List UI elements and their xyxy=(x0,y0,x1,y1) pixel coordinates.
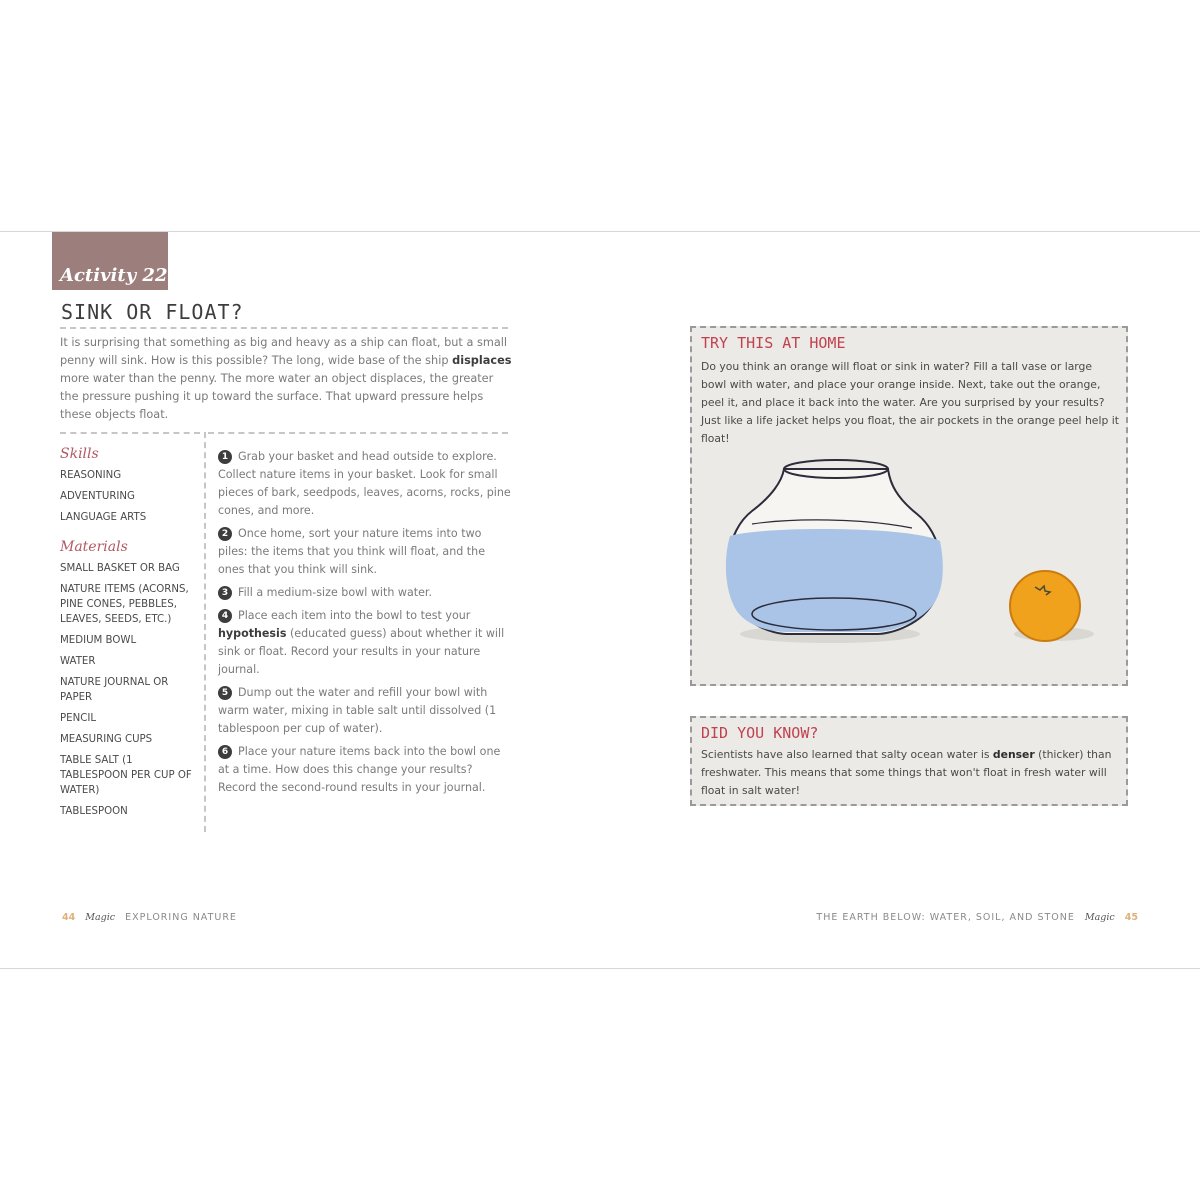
step-text: Place your nature items back into the bowl one at a time. How does this change your results? Record the second-round results in your journal. xyxy=(218,745,501,794)
skill-item: ADVENTURING xyxy=(60,491,135,502)
intro-text-1: It is surprising that something as big and heavy as a ship can float, but a small penny will sink. How is this possible? The long, wide base of the ship xyxy=(60,336,508,367)
step-1 xyxy=(218,448,514,520)
step-6 xyxy=(218,743,514,797)
left-footer-script: Magic xyxy=(85,912,116,923)
bowl-and-orange-illustration xyxy=(712,456,1132,666)
intro-paragraph xyxy=(60,334,514,424)
right-page-number: 45 xyxy=(1124,912,1138,923)
step-text: Grab your basket and head outside to explore. Collect nature items in your basket. Look for small pieces of bark, seedpods, leaves, acorns, rocks, pine cones, and more. xyxy=(218,450,511,517)
step-5 xyxy=(218,684,514,738)
step-number: 1 xyxy=(218,450,232,464)
step-4 xyxy=(218,607,514,679)
step-text: (educated guess) about whether it will sink or float. Record your results in your nature journal. xyxy=(218,627,505,676)
step-text: Once home, sort your nature items into two piles: the items that you think will float, and the ones that you think will sink. xyxy=(218,527,486,576)
left-page-number: 44 xyxy=(62,912,76,923)
material-item: TABLE SALT (1 TABLESPOON PER CUP OF WATER) xyxy=(60,755,192,796)
step-number: 2 xyxy=(218,527,232,541)
try-box-text: Do you think an orange will float or sink in water? Fill a tall vase or large bowl with water, and place your orange inside. Next, take out the orange, peel it, and place it back into the water. Are you surprised by your results? Just like a life jacket helps you float, the air pockets in the orange peel help it float! xyxy=(701,360,1119,445)
footer-left xyxy=(62,912,237,923)
vase-water xyxy=(726,529,943,632)
book-spread xyxy=(0,231,1200,969)
step-text: Place each item into the bowl to test your xyxy=(238,609,471,622)
left-footer-label: EXPLORING NATURE xyxy=(125,912,237,923)
skill-item: LANGUAGE ARTS xyxy=(60,512,147,523)
did-box-heading: DID YOU KNOW? xyxy=(701,724,819,742)
material-item: TABLESPOON xyxy=(60,806,128,817)
step-number: 4 xyxy=(218,609,232,623)
page-title: SINK OR FLOAT? xyxy=(61,300,244,324)
material-item: NATURE ITEMS (ACORNS, PINE CONES, PEBBLES, LEAVES, SEEDS, ETC.) xyxy=(60,584,189,625)
step-bold-term: hypothesis xyxy=(218,627,287,640)
step-number: 3 xyxy=(218,586,232,600)
step-number: 5 xyxy=(218,686,232,700)
step-number: 6 xyxy=(218,745,232,759)
material-item: MEASURING CUPS xyxy=(60,734,153,745)
material-item: SMALL BASKET OR BAG xyxy=(60,563,180,574)
skills-heading: Skills xyxy=(60,446,99,462)
did-box-text xyxy=(701,746,1119,800)
skill-item: REASONING xyxy=(60,470,122,481)
step-text: Fill a medium-size bowl with water. xyxy=(238,586,432,599)
activity-tab xyxy=(52,232,168,290)
intro-text-2: more water than the penny. The more water an object displaces, the greater the pressure pushing it up toward the surface. That upward pressure helps these objects float. xyxy=(60,372,494,421)
materials-list xyxy=(60,561,200,819)
right-footer-script: Magic xyxy=(1084,912,1115,923)
did-box-text-2: (thicker) than freshwater. This means that some things that won't float in fresh water will float in salt water! xyxy=(701,748,1112,797)
title-divider xyxy=(60,327,508,329)
did-box-bold-term: denser xyxy=(992,748,1035,761)
steps-divider xyxy=(208,432,508,434)
try-this-at-home-box xyxy=(690,326,1128,686)
sidebar-divider xyxy=(60,432,200,434)
intro-bold-term: displaces xyxy=(452,354,512,367)
right-footer-label: THE EARTH BELOW: WATER, SOIL, AND STONE xyxy=(816,912,1075,923)
did-you-know-box xyxy=(690,716,1128,806)
material-item: NATURE JOURNAL OR PAPER xyxy=(60,677,169,703)
step-text: Dump out the water and refill your bowl with warm water, mixing in table salt until dissolved (1 tablespoon per cup of water). xyxy=(218,686,497,735)
materials-heading: Materials xyxy=(60,539,128,555)
material-item: WATER xyxy=(60,656,96,667)
step-2 xyxy=(218,525,514,579)
sidebar xyxy=(60,446,200,833)
skills-list xyxy=(60,468,200,525)
step-3 xyxy=(218,584,514,602)
steps-list xyxy=(218,448,514,802)
did-box-text-1: Scientists have also learned that salty ocean water is xyxy=(701,748,993,761)
material-item: PENCIL xyxy=(60,713,96,724)
activity-tab-label: Activity 22 xyxy=(60,265,168,286)
material-item: MEDIUM BOWL xyxy=(60,635,137,646)
footer-right xyxy=(816,912,1138,923)
try-box-heading: TRY THIS AT HOME xyxy=(701,334,846,352)
column-divider xyxy=(204,432,206,832)
